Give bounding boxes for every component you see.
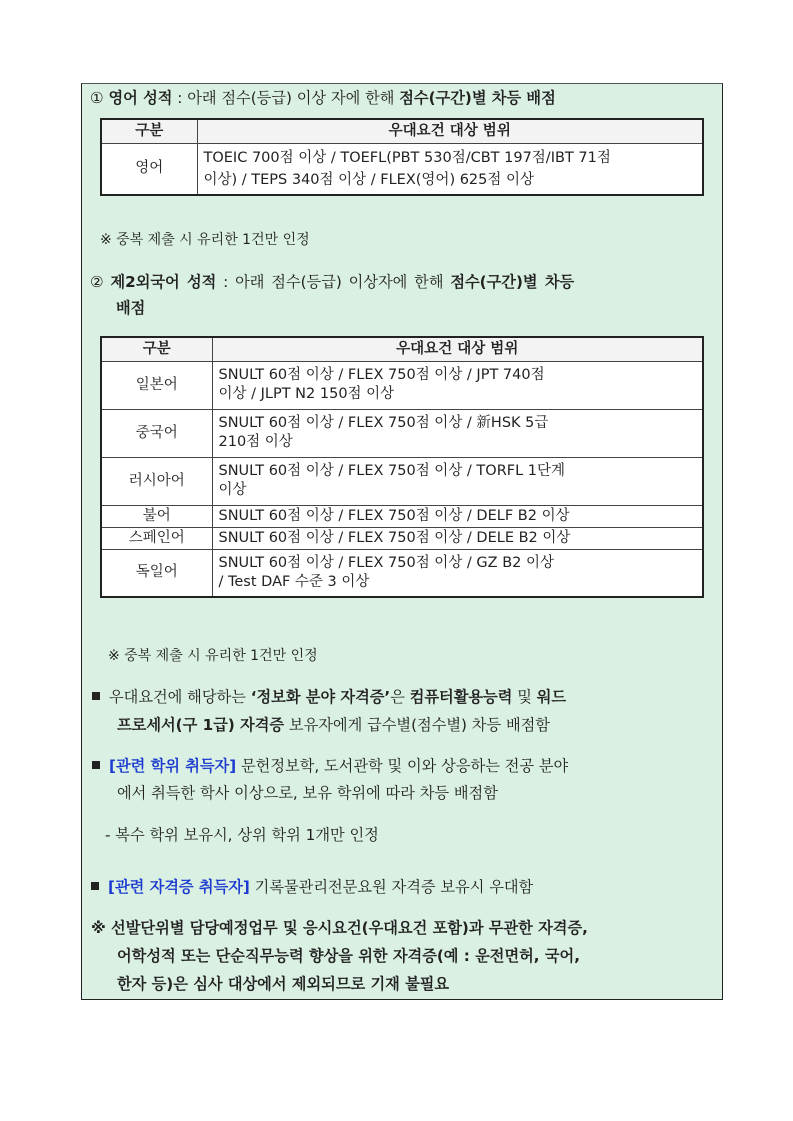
square-bullet-icon xyxy=(92,761,100,769)
table2-row-range: SNULT 60점 이상 / FLEX 750점 이상 / TORFL 1단계 이상 xyxy=(212,457,703,505)
table-row xyxy=(101,409,703,457)
table-row xyxy=(101,527,703,549)
section2-title: 제2외국어 성적 xyxy=(110,273,217,291)
table2-header-range: 우대요건 대상 범위 xyxy=(212,337,703,361)
table1-header-category: 구분 xyxy=(101,119,197,143)
table1-range-line2: 이상) / TEPS 340점 이상 / FLEX(영어) 625점 이상 xyxy=(203,171,535,188)
table2-header-category: 구분 xyxy=(101,337,212,361)
second-language-table xyxy=(100,336,704,598)
bullet-degree: [관련 학위 취득자] 문헌정보학, 도서관학 및 이와 상응하는 전공 분야 xyxy=(92,756,722,777)
english-score-table xyxy=(100,118,704,196)
section2-desc: : 아래 점수(등급) 이상자에 한해 xyxy=(216,273,451,291)
section2-number: ② xyxy=(90,273,104,291)
cert-tag: [관련 자격증 취득자] xyxy=(108,878,250,896)
degree-tag: [관련 학위 취득자] xyxy=(109,757,237,775)
final-note-line3: 한자 등)은 심사 대상에서 제외되므로 기재 불필요 xyxy=(117,975,450,993)
table1-row-label: 영어 xyxy=(101,143,197,195)
square-bullet-icon xyxy=(91,882,99,890)
table2-row-label: 불어 xyxy=(101,505,212,527)
table-row xyxy=(101,549,703,597)
table2-row-label: 러시아어 xyxy=(101,457,212,505)
table-row xyxy=(101,505,703,527)
table1-range-line1: TOEIC 700점 이상 / TOEFL(PBT 530점/CBT 197점/IBT 71점 xyxy=(203,149,611,166)
section1-heading xyxy=(90,88,722,109)
table2-row-label: 스페인어 xyxy=(101,527,212,549)
bullet-degree-cont: 에서 취득한 학사 이상으로, 보유 학위에 따라 차등 배점함 xyxy=(117,784,498,802)
section1-title-tail: 점수(구간)별 차등 배점 xyxy=(399,89,556,107)
section1-title: 영어 성적 xyxy=(108,89,173,107)
section2-note: ※ 중복 제출 시 유리한 1건만 인정 xyxy=(108,648,318,664)
section2-heading xyxy=(90,272,722,293)
table-row xyxy=(101,361,703,409)
bullet-info-cert-cont: 프로세서(구 1급) 자격증 보유자에게 급수별(점수별) 차등 배점함 xyxy=(117,716,550,734)
table2-row-range: SNULT 60점 이상 / FLEX 750점 이상 / 新HSK 5급 210점 이상 xyxy=(212,409,703,457)
table-row xyxy=(101,457,703,505)
final-note-line2: 어학성적 또는 단순직무능력 향상을 위한 자격증(예 : 운전면허, 국어, xyxy=(117,947,580,965)
bullet-cert: [관련 자격증 취득자] 기록물관리전문요원 자격증 보유시 우대함 xyxy=(91,877,711,898)
section1-note: ※ 중복 제출 시 유리한 1건만 인정 xyxy=(100,232,310,248)
table1-header-range: 우대요건 대상 범위 xyxy=(197,119,703,143)
section1-desc: : 아래 점수(등급) 이상 자에 한해 xyxy=(172,89,400,107)
bullet-info-cert: 우대요건에 해당하는 ‘정보화 분야 자격증’은 컴퓨터활용능력 및 워드 xyxy=(92,687,722,708)
final-note-line1: ※ 선발단위별 담당예정업무 및 응시요건(우대요건 포함)과 무관한 자격증, xyxy=(91,919,588,937)
table1-row-range xyxy=(197,143,703,195)
qualification-panel xyxy=(81,83,723,1000)
table2-row-range: SNULT 60점 이상 / FLEX 750점 이상 / DELF B2 이상 xyxy=(212,505,703,527)
table2-row-range: SNULT 60점 이상 / FLEX 750점 이상 / GZ B2 이상 / Test DAF 수준 3 이상 xyxy=(212,549,703,597)
degree-sub-note: - 복수 학위 보유시, 상위 학위 1개만 인정 xyxy=(105,826,379,844)
table2-row-range: SNULT 60점 이상 / FLEX 750점 이상 / JPT 740점 이상 / JLPT N2 150점 이상 xyxy=(212,361,703,409)
table2-row-range: SNULT 60점 이상 / FLEX 750점 이상 / DELE B2 이상 xyxy=(212,527,703,549)
table2-row-label: 일본어 xyxy=(101,361,212,409)
table2-row-label: 독일어 xyxy=(101,549,212,597)
table2-row-label: 중국어 xyxy=(101,409,212,457)
section2-heading-cont: 배점 xyxy=(116,299,146,317)
square-bullet-icon xyxy=(92,692,100,700)
section1-number: ① xyxy=(90,89,104,107)
section2-title-tail: 점수(구간)별 차등 xyxy=(450,273,575,291)
